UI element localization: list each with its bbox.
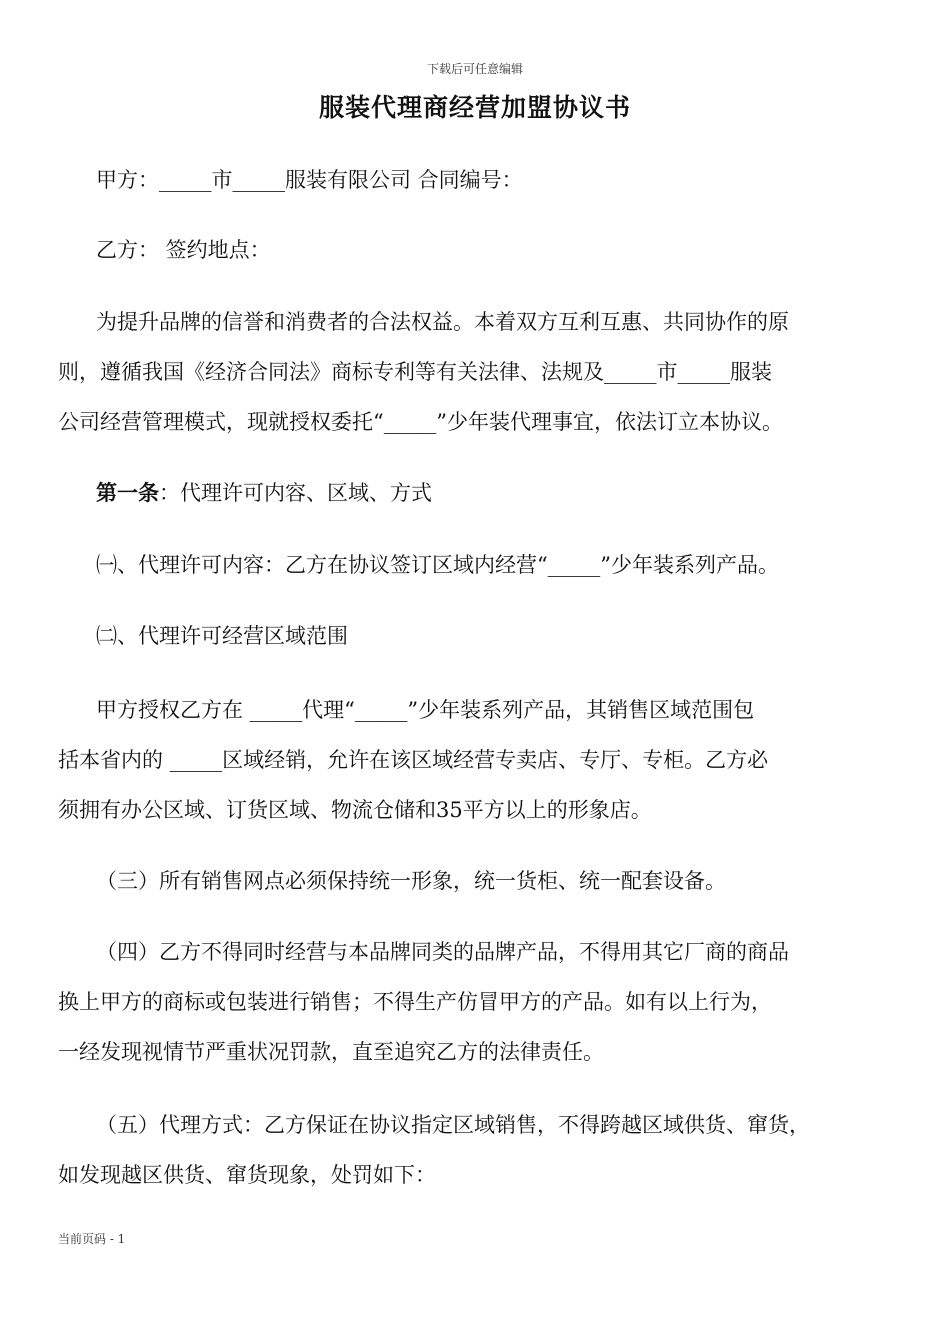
preamble-line-2: 则，遵循我国《经济合同法》商标专利等有关法律、法规及_____市_____服装	[58, 360, 772, 384]
clause-5-line-2: 如发现越区供货、窜货现象，处罚如下：	[58, 1163, 436, 1187]
article-1-heading	[58, 468, 898, 518]
clause-4	[58, 927, 898, 1077]
preamble-line-3: 公司经营管理模式，现就授权委托“_____”少年装代理事宜，依法订立本协议。	[58, 410, 783, 434]
authorization-paragraph	[58, 685, 898, 835]
party-b-text: 乙方： 签约地点：	[96, 238, 271, 262]
clause-5-line-1: （五）代理方式：乙方保证在协议指定区域销售，不得跨越区域供货、窜货，	[96, 1113, 810, 1137]
article-1-line	[58, 468, 898, 518]
clause-2-text: ㈡、代理许可经营区域范围	[96, 624, 348, 648]
clause-4-line-2: 换上甲方的商标或包装进行销售；不得生产仿冒甲方的产品。如有以上行为，	[58, 990, 772, 1014]
clause-3	[58, 856, 898, 906]
document-title: 服装代理商经营加盟协议书	[318, 93, 631, 122]
clause-3-text: （三）所有销售网点必须保持统一形象，统一货柜、统一配套设备。	[96, 869, 726, 893]
party-a-line	[58, 155, 898, 205]
party-a-text: 甲方：_____市_____服装有限公司 合同编号：	[96, 168, 523, 192]
page-number-footer: 当前页码 - 1	[58, 1232, 126, 1246]
party-b-line	[58, 225, 898, 275]
authorization-line-1: 甲方授权乙方在 _____代理“_____”少年装系列产品，其销售区域范围包	[96, 698, 755, 722]
article-1-text: ：代理许可内容、区域、方式	[159, 481, 432, 505]
authorization-line-3: 须拥有办公区域、订货区域、物流仓储和35平方以上的形象店。	[58, 798, 652, 822]
clause-1	[58, 540, 898, 590]
preamble-paragraph	[58, 297, 898, 447]
article-1-label: 第一条	[96, 480, 159, 505]
header-note: 下载后可任意编辑	[426, 62, 523, 76]
clause-4-line-3: 一经发现视情节严重状况罚款，直至追究乙方的法律责任。	[58, 1040, 604, 1064]
clause-5	[58, 1100, 898, 1200]
authorization-line-2: 括本省内的 _____区域经销，允许在该区域经营专卖店、专厅、专柜。乙方必	[58, 748, 769, 772]
clause-2	[58, 611, 898, 661]
clause-4-line-1: （四）乙方不得同时经营与本品牌同类的品牌产品，不得用其它厂商的商品	[96, 940, 789, 964]
preamble-line-1: 为提升品牌的信誉和消费者的合法权益。本着双方互利互惠、共同协作的原	[96, 310, 789, 334]
clause-1-text: ㈠、代理许可内容：乙方在协议签订区域内经营“_____”少年装系列产品。	[96, 553, 779, 577]
